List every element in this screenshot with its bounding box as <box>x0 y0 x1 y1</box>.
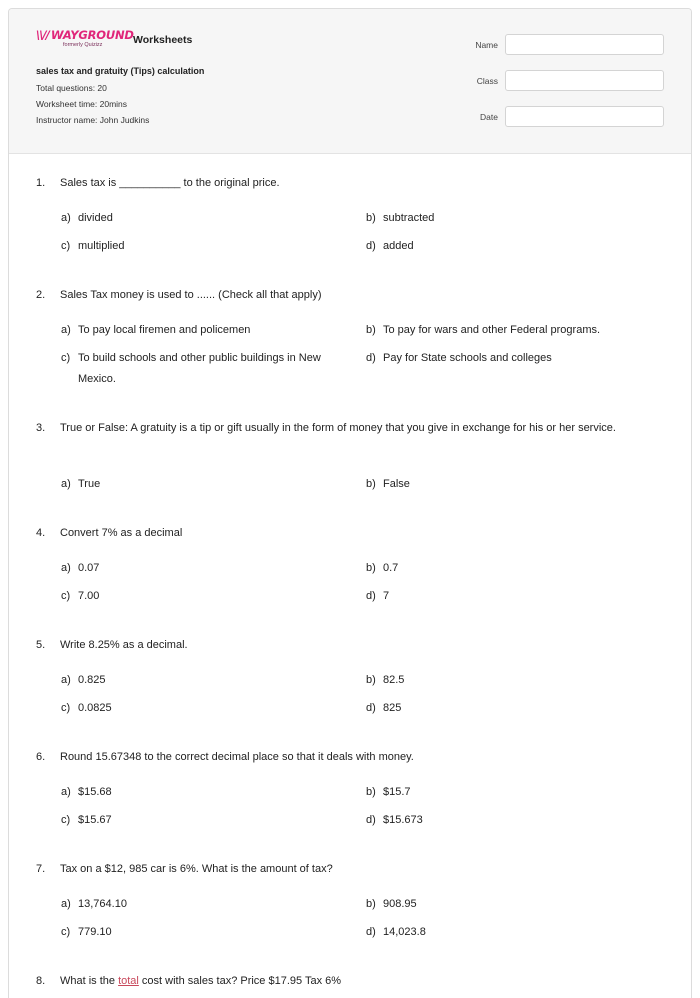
option-letter: b) <box>366 324 376 336</box>
worksheet-title: sales tax and gratuity (Tips) calculation <box>36 66 205 76</box>
option-letter: b) <box>366 786 376 798</box>
option-letter: a) <box>61 324 71 336</box>
option-text: subtracted <box>383 212 435 224</box>
option-text: 0.0825 <box>78 702 112 714</box>
question-number: 5. <box>36 639 46 651</box>
question-stem <box>36 635 636 656</box>
option-letter: a) <box>61 786 71 798</box>
option-text: 0.07 <box>78 562 100 574</box>
option-text: $15.673 <box>383 814 423 826</box>
date-field-row <box>458 106 664 127</box>
option-letter: c) <box>61 240 71 252</box>
worksheet-page <box>8 8 692 998</box>
highlighted-word: total <box>118 975 139 987</box>
option-letter: c) <box>61 702 71 714</box>
option-c[interactable] <box>61 348 353 390</box>
option-letter: d) <box>366 814 376 826</box>
question-number: 1. <box>36 177 46 189</box>
option-a[interactable] <box>61 208 361 229</box>
date-label: Date <box>480 111 498 122</box>
option-c[interactable] <box>61 236 361 257</box>
name-field[interactable] <box>505 34 664 55</box>
question-number: 6. <box>36 751 46 763</box>
question-text: Write 8.25% as a decimal. <box>60 639 188 651</box>
option-letter: b) <box>366 562 376 574</box>
option-d[interactable] <box>366 698 666 719</box>
option-d[interactable] <box>366 586 666 607</box>
question-stem <box>36 859 636 880</box>
option-text: False <box>383 478 410 490</box>
option-letter: a) <box>61 212 71 224</box>
option-letter: d) <box>366 926 376 938</box>
question-stem <box>36 971 636 992</box>
option-d[interactable] <box>366 810 666 831</box>
option-text: divided <box>78 212 113 224</box>
option-text: 7 <box>383 590 390 602</box>
logo-wordmark: WAYGROUND <box>50 28 134 42</box>
instructor-name: Instructor name: John Judkins <box>36 115 150 125</box>
option-d[interactable] <box>366 348 666 369</box>
question-number: 8. <box>36 975 46 987</box>
question-text-end: cost with sales tax? Price $17.95 Tax 6% <box>138 975 342 987</box>
option-letter: a) <box>61 674 71 686</box>
option-text: $15.7 <box>383 786 411 798</box>
question-stem <box>36 285 636 306</box>
option-text: 82.5 <box>383 674 405 686</box>
class-field-row <box>458 70 664 91</box>
option-text: 7.00 <box>78 590 100 602</box>
question-stem <box>36 523 636 544</box>
option-letter: c) <box>61 814 71 826</box>
option-a[interactable] <box>61 670 361 691</box>
option-text: To build schools and other public buildings in New Mexico. <box>78 352 321 385</box>
option-a[interactable] <box>61 782 361 803</box>
option-d[interactable] <box>366 922 666 943</box>
question-text: True or False: A gratuity is a tip or gift usually in the form of money that you give in exchange for his or her service. <box>60 422 616 434</box>
option-letter: b) <box>366 898 376 910</box>
option-b[interactable] <box>366 894 666 915</box>
option-letter: c) <box>61 590 71 602</box>
option-text: $15.67 <box>78 814 112 826</box>
option-letter: a) <box>61 898 71 910</box>
option-text: 825 <box>383 702 402 714</box>
worksheet-time: Worksheet time: 20mins <box>36 99 128 109</box>
question-text-start: What is the <box>60 975 119 987</box>
option-d[interactable] <box>366 236 666 257</box>
option-letter: d) <box>366 240 376 252</box>
option-b[interactable] <box>366 208 666 229</box>
logo-subtitle: formerly Quizizz <box>63 42 103 48</box>
option-c[interactable] <box>61 810 361 831</box>
option-text: To pay local firemen and policemen <box>78 324 251 336</box>
option-text: added <box>383 240 414 252</box>
option-letter: b) <box>366 674 376 686</box>
brand-title: Worksheets <box>133 34 193 46</box>
question-number: 2. <box>36 289 46 301</box>
question-stem <box>36 418 636 439</box>
option-text: Pay for State schools and colleges <box>383 352 552 364</box>
option-letter: d) <box>366 352 376 364</box>
option-b[interactable] <box>366 782 666 803</box>
option-b[interactable] <box>366 670 666 691</box>
option-text: 779.10 <box>78 926 112 938</box>
option-text: True <box>78 478 101 490</box>
class-field[interactable] <box>505 70 664 91</box>
option-letter: d) <box>366 590 376 602</box>
option-b[interactable] <box>366 558 666 579</box>
question-stem <box>36 173 636 194</box>
option-c[interactable] <box>61 698 361 719</box>
option-a[interactable] <box>61 320 361 341</box>
name-label: Name <box>475 39 498 50</box>
option-letter: c) <box>61 352 71 364</box>
option-text: 908.95 <box>383 898 417 910</box>
question-text: Convert 7% as a decimal <box>60 527 183 539</box>
total-questions: Total questions: 20 <box>36 83 107 93</box>
question-text: Round 15.67348 to the correct decimal place so that it deals with money. <box>60 751 414 763</box>
question-stem <box>36 747 636 768</box>
question-number: 4. <box>36 527 46 539</box>
option-letter: a) <box>61 562 71 574</box>
option-c[interactable] <box>61 586 361 607</box>
option-letter: b) <box>366 212 376 224</box>
option-text: 14,023.8 <box>383 926 426 938</box>
option-a[interactable] <box>61 474 361 495</box>
question-text: Tax on a $12, 985 car is 6%. What is the amount of tax? <box>60 863 333 875</box>
question-text: Sales tax is __________ to the original price. <box>60 177 280 189</box>
option-a[interactable] <box>61 894 361 915</box>
option-text: To pay for wars and other Federal programs. <box>383 324 601 336</box>
option-b[interactable] <box>366 474 666 495</box>
worksheet-header <box>9 9 691 154</box>
option-text: 0.825 <box>78 674 106 686</box>
option-letter: d) <box>366 702 376 714</box>
question-text <box>60 971 636 992</box>
wayground-logo <box>36 28 134 48</box>
option-text: multiplied <box>78 240 125 252</box>
logo-mark-icon: \\// <box>36 28 49 42</box>
option-text: 13,764.10 <box>78 898 127 910</box>
option-letter: a) <box>61 478 71 490</box>
option-a[interactable] <box>61 558 361 579</box>
question-number: 7. <box>36 863 46 875</box>
date-field[interactable] <box>505 106 664 127</box>
option-c[interactable] <box>61 922 361 943</box>
option-text: $15.68 <box>78 786 112 798</box>
question-number: 3. <box>36 422 46 434</box>
option-letter: b) <box>366 478 376 490</box>
name-field-row <box>458 34 664 55</box>
option-letter: c) <box>61 926 71 938</box>
option-b[interactable] <box>366 320 676 341</box>
option-text: 0.7 <box>383 562 399 574</box>
worksheet-meta <box>36 66 204 131</box>
class-label: Class <box>476 75 498 86</box>
question-text: Sales Tax money is used to ...... (Check all that apply) <box>60 289 322 301</box>
